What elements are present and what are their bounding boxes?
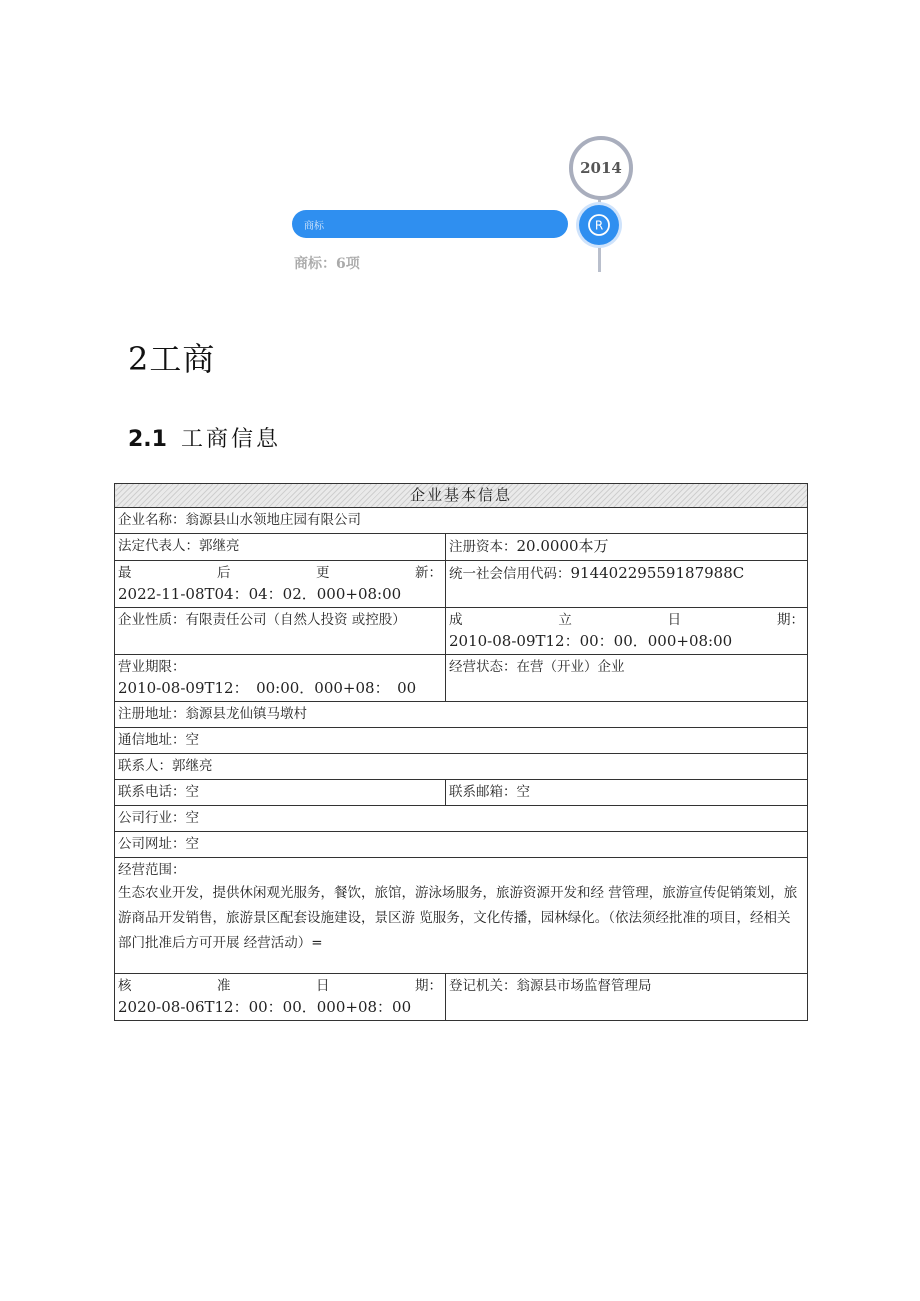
company-name-cell: 企业名称：翁源县山水领地庄园有限公司 bbox=[115, 508, 808, 534]
table-header: 企业基本信息 bbox=[115, 484, 808, 508]
business-scope-cell bbox=[115, 858, 808, 974]
business-scope-label: 经营范围： bbox=[118, 862, 186, 878]
label-char: 立 bbox=[558, 612, 572, 628]
credit-code-label: 统一社会信用代码： bbox=[449, 566, 571, 582]
authority-cell: 登记机关：翁源县市场监督管理局 bbox=[446, 974, 808, 1021]
last-updated-value: 2022-11-08T04：04：02．000+08:00 bbox=[118, 585, 402, 603]
label-char: 新： bbox=[415, 565, 442, 581]
last-updated-label bbox=[118, 563, 442, 584]
mail-address-cell: 通信地址：空 bbox=[115, 728, 808, 754]
trademark-count: 商标：6项 bbox=[294, 256, 360, 272]
website-cell: 公司网址：空 bbox=[115, 832, 808, 858]
contact-cell: 联系人：郭继亮 bbox=[115, 754, 808, 780]
established-cell bbox=[446, 608, 808, 655]
status-cell: 经营状态：在营（开业）企业 bbox=[446, 655, 808, 702]
business-scope-text: 生态农业开发，提供休闲观光服务，餐饮，旅馆，游泳场服务，旅游资源开发和经 营管理，旅游宣传促销策划，旅游商品开发销售，旅游景区配套设施建设，景区游 览服务，文化传播，园林绿化。（依法须经批准的项目，经相关部门批准后方可开展 经营活动）= bbox=[118, 885, 798, 951]
credit-code-cell bbox=[446, 561, 808, 608]
svg-text:R: R bbox=[594, 218, 604, 233]
timeline-pill-label: 商标 bbox=[304, 220, 324, 232]
established-label bbox=[449, 610, 804, 631]
label-char: 后 bbox=[217, 565, 231, 581]
subsection-heading bbox=[128, 422, 281, 453]
phone-cell: 联系电话：空 bbox=[115, 780, 446, 806]
company-type-cell: 企业性质：有限责任公司（自然人投资 或控股） bbox=[115, 608, 446, 655]
approval-date-value: 2020-08-06T12：00：00．000+08：00 bbox=[118, 998, 412, 1016]
registered-capital-value: 20.0000本万 bbox=[516, 537, 609, 555]
term-value: 2010-08-09T12： 00:00．000+08： 00 bbox=[118, 679, 417, 697]
timeline-year: 2014 bbox=[580, 159, 622, 177]
label-char: 日 bbox=[316, 978, 330, 994]
industry-cell: 公司行业：空 bbox=[115, 806, 808, 832]
timeline-pill bbox=[292, 210, 568, 238]
email-cell: 联系邮箱：空 bbox=[446, 780, 808, 806]
approval-date-cell bbox=[115, 974, 446, 1021]
section-heading: 2工商 bbox=[128, 340, 216, 378]
established-value: 2010-08-09T12：00：00．000+08:00 bbox=[449, 632, 733, 650]
credit-code-value: 91440229559187988C bbox=[570, 564, 745, 582]
subsection-number: 2.1 bbox=[128, 427, 167, 452]
registered-icon bbox=[579, 205, 619, 245]
term-label: 营业期限： bbox=[118, 659, 186, 675]
label-char: 期： bbox=[415, 978, 442, 994]
label-char: 成 bbox=[449, 612, 463, 628]
label-char: 准 bbox=[217, 978, 231, 994]
label-char: 核 bbox=[118, 978, 132, 994]
reg-address-cell: 注册地址：翁源县龙仙镇马墩村 bbox=[115, 702, 808, 728]
label-char: 期： bbox=[776, 612, 804, 628]
label-char: 更 bbox=[316, 565, 330, 581]
subsection-title: 工商信息 bbox=[180, 427, 281, 452]
approval-date-label bbox=[118, 976, 442, 997]
last-updated-cell bbox=[115, 561, 446, 608]
company-info-table bbox=[114, 483, 808, 1021]
label-char: 最 bbox=[118, 565, 132, 581]
registered-capital-cell bbox=[446, 534, 808, 561]
term-cell bbox=[115, 655, 446, 702]
timeline-year-badge bbox=[569, 136, 633, 200]
registered-capital-label: 注册资本： bbox=[449, 539, 517, 555]
trademark-timeline bbox=[0, 0, 920, 290]
label-char: 日 bbox=[667, 612, 682, 628]
legal-rep-cell: 法定代表人：郭继亮 bbox=[115, 534, 446, 561]
